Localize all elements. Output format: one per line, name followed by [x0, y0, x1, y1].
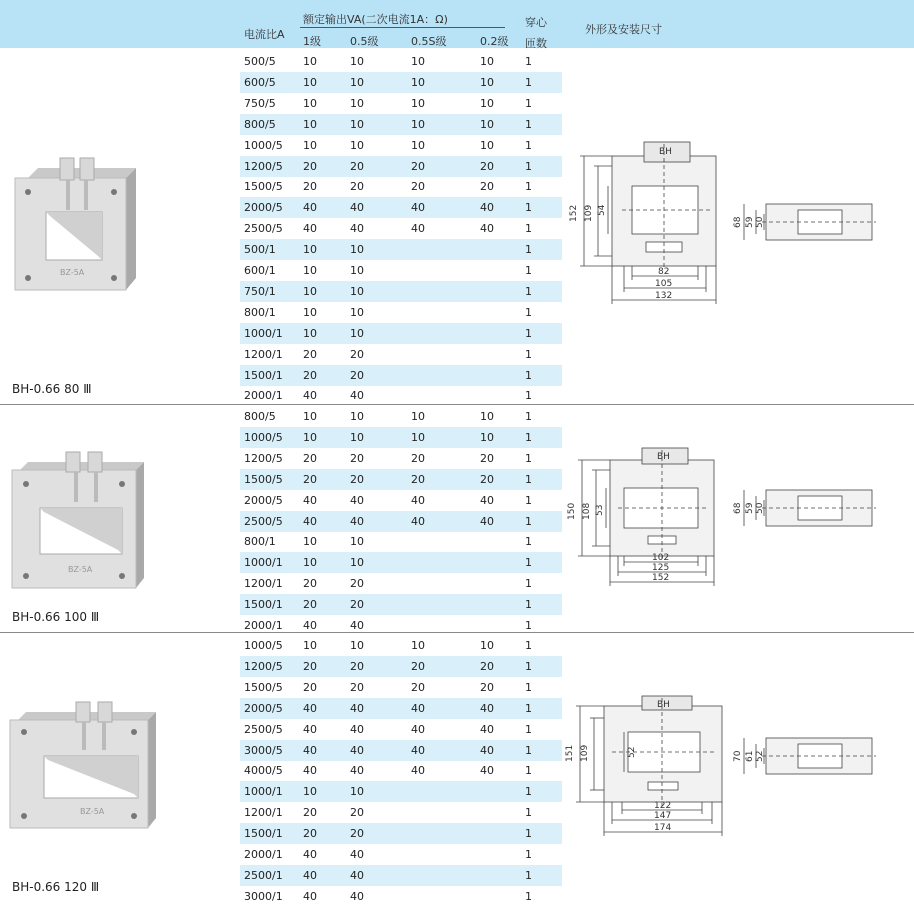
turns-cell: 1 — [525, 347, 532, 361]
class-1-cell: 10 — [303, 639, 317, 652]
ratio-cell: 500/1 — [244, 243, 276, 257]
class-02-header: 0.2级 — [480, 35, 509, 48]
row-stripe — [240, 865, 562, 886]
ratio-cell: 750/5 — [244, 96, 276, 110]
dim-front-height: 150 — [567, 502, 577, 520]
class-05-cell: 40 — [350, 201, 364, 215]
turns-header-line2: 匝数 — [525, 37, 547, 50]
row-stripe — [240, 323, 562, 344]
section-divider — [0, 404, 914, 405]
class-1-header: 1级 — [303, 35, 321, 48]
ratio-cell: 1200/1 — [244, 806, 283, 820]
dimension-drawing-bh100 — [560, 440, 890, 590]
ratio-cell: 1500/1 — [244, 368, 283, 382]
class-05s-cell: 10 — [411, 138, 425, 152]
class-1-cell: 20 — [303, 472, 317, 486]
class-1-cell: 10 — [303, 243, 317, 257]
dim-side-height: 50 — [755, 216, 765, 228]
turns-cell: 1 — [525, 222, 532, 236]
turns-cell: 1 — [525, 117, 532, 131]
class-1-cell: 20 — [303, 347, 317, 361]
turns-cell: 1 — [525, 577, 532, 591]
class-05s-cell: 10 — [411, 75, 425, 89]
class-05s-cell: 20 — [411, 451, 425, 465]
rated-output-underline — [300, 27, 505, 28]
ratio-cell: 1200/1 — [244, 347, 283, 361]
class-05s-cell: 10 — [411, 639, 425, 652]
class-05-cell: 10 — [350, 535, 364, 549]
dim-side-height: 50 — [755, 502, 765, 514]
class-02-cell: 20 — [480, 472, 494, 486]
turns-cell: 1 — [525, 389, 532, 403]
class-05-cell: 40 — [350, 493, 364, 507]
turns-cell: 1 — [525, 889, 532, 903]
class-05-cell: 40 — [350, 889, 364, 903]
ratio-cell: 1200/5 — [244, 159, 283, 173]
turns-cell: 1 — [525, 868, 532, 882]
dimension-drawing-bh120 — [560, 690, 890, 840]
row-stripe — [240, 156, 562, 177]
class-1-cell: 10 — [303, 75, 317, 89]
dim-window-width: 82 — [658, 267, 670, 277]
ratio-cell: 3000/5 — [244, 743, 283, 757]
model-name: BH-0.66 120 Ⅲ — [12, 880, 100, 894]
turns-cell: 1 — [525, 848, 532, 861]
turns-cell: 1 — [525, 827, 532, 841]
turns-cell: 1 — [525, 201, 532, 215]
class-05-cell: 10 — [350, 284, 364, 298]
dim-side-height: 59 — [745, 502, 755, 514]
ratio-cell: 2000/5 — [244, 701, 283, 715]
class-02-cell: 20 — [480, 659, 494, 673]
ratio-cell: 2000/1 — [244, 619, 283, 632]
ratio-cell: 2500/5 — [244, 514, 283, 528]
ratio-cell: 800/5 — [244, 410, 276, 423]
class-05s-cell: 20 — [411, 472, 425, 486]
ratio-cell: 600/1 — [244, 264, 276, 277]
turns-cell: 1 — [525, 55, 532, 68]
turns-cell: 1 — [525, 535, 532, 549]
turns-cell: 1 — [525, 701, 532, 715]
class-1-cell: 20 — [303, 598, 317, 612]
turns-cell: 1 — [525, 75, 532, 89]
model-name: BH-0.66 100 Ⅲ — [12, 610, 100, 624]
class-05-cell: 40 — [350, 868, 364, 882]
class-1-cell: 10 — [303, 138, 317, 152]
class-05-cell: 40 — [350, 764, 364, 778]
turns-cell: 1 — [525, 180, 532, 194]
turns-cell: 1 — [525, 556, 532, 570]
drawing-label: BH — [657, 700, 670, 710]
class-05-cell: 10 — [350, 264, 364, 277]
dim-mount-width: 125 — [652, 563, 670, 573]
model-name: BH-0.66 80 Ⅲ — [12, 382, 92, 396]
class-1-cell: 10 — [303, 117, 317, 131]
class-02-cell: 40 — [480, 743, 494, 757]
class-1-cell: 20 — [303, 368, 317, 382]
class-05-cell: 10 — [350, 326, 364, 340]
class-1-cell: 20 — [303, 806, 317, 820]
class-05s-cell: 20 — [411, 659, 425, 673]
turns-cell: 1 — [525, 159, 532, 173]
class-05-cell: 20 — [350, 598, 364, 612]
row-stripe — [240, 239, 562, 260]
class-1-cell: 40 — [303, 493, 317, 507]
ratio-cell: 1000/5 — [244, 639, 283, 652]
class-05s-cell: 10 — [411, 55, 425, 68]
class-05s-cell: 20 — [411, 680, 425, 694]
class-02-cell: 40 — [480, 493, 494, 507]
class-1-cell: 10 — [303, 305, 317, 319]
class-1-cell: 40 — [303, 722, 317, 736]
class-05-cell: 10 — [350, 96, 364, 110]
dim-side-height: 61 — [745, 750, 755, 762]
class-05-cell: 20 — [350, 451, 364, 465]
ratio-cell: 800/1 — [244, 305, 276, 319]
photo-label-text: BZ-5A — [80, 807, 105, 816]
class-02-cell: 10 — [480, 96, 494, 110]
rated-output-header: 额定输出VA(二次电流1A：Ω) — [303, 13, 448, 26]
dimensions-header: 外形及安装尺寸 — [585, 23, 662, 36]
ratio-cell: 1000/1 — [244, 785, 283, 799]
class-05-cell: 40 — [350, 701, 364, 715]
class-02-cell: 20 — [480, 180, 494, 194]
ratio-cell: 2500/5 — [244, 222, 283, 236]
class-05-cell: 10 — [350, 785, 364, 799]
ratio-cell: 2000/1 — [244, 848, 283, 861]
class-05-cell: 40 — [350, 222, 364, 236]
class-05s-cell: 20 — [411, 180, 425, 194]
class-1-cell: 20 — [303, 577, 317, 591]
class-1-cell: 40 — [303, 222, 317, 236]
class-1-cell: 10 — [303, 96, 317, 110]
turns-cell: 1 — [525, 138, 532, 152]
dimension-drawing-bh80 — [560, 130, 890, 310]
turns-cell: 1 — [525, 493, 532, 507]
class-05s-cell: 20 — [411, 159, 425, 173]
class-1-cell: 10 — [303, 55, 317, 68]
class-05-cell: 10 — [350, 138, 364, 152]
class-02-cell: 40 — [480, 764, 494, 778]
drawing-label: BH — [659, 147, 672, 157]
class-1-cell: 40 — [303, 889, 317, 903]
class-02-cell: 20 — [480, 451, 494, 465]
class-05-cell: 10 — [350, 75, 364, 89]
row-stripe — [240, 114, 562, 135]
class-1-cell: 40 — [303, 868, 317, 882]
class-05-cell: 20 — [350, 806, 364, 820]
turns-cell: 1 — [525, 284, 532, 298]
turns-cell: 1 — [525, 264, 532, 277]
ratio-cell: 1000/5 — [244, 430, 283, 444]
turns-cell: 1 — [525, 243, 532, 257]
ratio-cell: 2000/1 — [244, 389, 283, 403]
class-05-cell: 20 — [350, 368, 364, 382]
class-1-cell: 10 — [303, 785, 317, 799]
dim-window-width: 122 — [654, 801, 672, 811]
ratio-cell: 2500/1 — [244, 868, 283, 882]
class-05-cell: 40 — [350, 743, 364, 757]
class-05s-cell: 10 — [411, 430, 425, 444]
class-1-cell: 40 — [303, 848, 317, 861]
row-stripe — [240, 72, 562, 93]
turns-cell: 1 — [525, 722, 532, 736]
turns-cell: 1 — [525, 472, 532, 486]
class-1-cell: 20 — [303, 827, 317, 841]
dim-window-height: 53 — [595, 504, 605, 516]
class-1-cell: 20 — [303, 180, 317, 194]
class-05-cell: 10 — [350, 117, 364, 131]
turns-cell: 1 — [525, 305, 532, 319]
turns-cell: 1 — [525, 764, 532, 778]
photo-label-text: BZ-5A — [68, 565, 93, 574]
dim-outer-width: 132 — [655, 291, 673, 301]
ratio-cell: 1500/5 — [244, 680, 283, 694]
class-05-cell: 40 — [350, 514, 364, 528]
class-1-cell: 20 — [303, 451, 317, 465]
row-stripe — [240, 365, 562, 386]
class-1-cell: 10 — [303, 410, 317, 423]
class-05-cell: 10 — [350, 305, 364, 319]
class-05s-cell: 40 — [411, 201, 425, 215]
class-05-cell: 20 — [350, 827, 364, 841]
dim-outer-width: 174 — [654, 823, 672, 833]
turns-cell: 1 — [525, 410, 532, 423]
turns-cell: 1 — [525, 619, 532, 632]
class-05s-cell: 40 — [411, 493, 425, 507]
dim-side-height: 68 — [733, 502, 743, 514]
class-1-cell: 10 — [303, 556, 317, 570]
dim-side-height: 59 — [745, 216, 755, 228]
class-1-cell: 10 — [303, 535, 317, 549]
row-stripe — [240, 552, 562, 573]
class-1-cell: 40 — [303, 764, 317, 778]
row-stripe — [240, 469, 562, 490]
section-divider — [0, 632, 914, 633]
class-05-cell: 20 — [350, 577, 364, 591]
ratio-cell: 1000/1 — [244, 556, 283, 570]
dim-front-height: 152 — [569, 204, 579, 222]
class-02-cell: 10 — [480, 138, 494, 152]
ratio-cell: 4000/5 — [244, 764, 283, 778]
class-05s-cell: 40 — [411, 701, 425, 715]
turns-cell: 1 — [525, 743, 532, 757]
turns-cell: 1 — [525, 430, 532, 444]
class-1-cell: 10 — [303, 326, 317, 340]
dim-mount-width: 105 — [655, 279, 673, 289]
product-photo-bh120 — [8, 700, 158, 835]
class-05-cell: 10 — [350, 556, 364, 570]
dim-side-height: 70 — [733, 750, 743, 762]
class-05s-cell: 10 — [411, 117, 425, 131]
ratio-cell: 3000/1 — [244, 889, 283, 903]
class-05-cell: 10 — [350, 410, 364, 423]
turns-cell: 1 — [525, 785, 532, 799]
class-05s-cell: 40 — [411, 722, 425, 736]
row-stripe — [240, 281, 562, 302]
class-05-header: 0.5级 — [350, 35, 379, 48]
row-stripe — [240, 781, 562, 802]
turns-cell: 1 — [525, 451, 532, 465]
row-stripe — [240, 197, 562, 218]
ratio-cell: 1500/5 — [244, 180, 283, 194]
class-05s-cell: 10 — [411, 410, 425, 423]
class-1-cell: 20 — [303, 159, 317, 173]
product-photo-bh100 — [8, 448, 148, 593]
class-02-cell: 10 — [480, 75, 494, 89]
dim-window-width: 102 — [652, 553, 670, 563]
class-02-cell: 10 — [480, 117, 494, 131]
turns-cell: 1 — [525, 680, 532, 694]
class-02-cell: 40 — [480, 201, 494, 215]
ratio-cell: 1200/1 — [244, 577, 283, 591]
turns-cell: 1 — [525, 96, 532, 110]
ratio-cell: 500/5 — [244, 55, 276, 68]
ratio-cell: 800/5 — [244, 117, 276, 131]
class-05s-cell: 40 — [411, 514, 425, 528]
turns-cell: 1 — [525, 514, 532, 528]
turns-cell: 1 — [525, 639, 532, 652]
row-stripe — [240, 656, 562, 677]
turns-cell: 1 — [525, 659, 532, 673]
turns-cell: 1 — [525, 598, 532, 612]
class-05-cell: 20 — [350, 472, 364, 486]
ratio-cell: 800/1 — [244, 535, 276, 549]
class-05-cell: 40 — [350, 848, 364, 861]
class-02-cell: 40 — [480, 722, 494, 736]
ratio-header: 电流比A — [244, 28, 285, 41]
photo-label-text: BZ-5A — [60, 268, 85, 277]
ratio-cell: 1200/5 — [244, 451, 283, 465]
dim-inner-height: 108 — [582, 502, 592, 520]
dim-inner-height: 109 — [580, 744, 590, 762]
dim-window-height: 52 — [627, 746, 637, 758]
class-02-cell: 10 — [480, 55, 494, 68]
row-stripe — [240, 511, 562, 532]
class-1-cell: 40 — [303, 514, 317, 528]
class-05-cell: 20 — [350, 180, 364, 194]
class-05-cell: 40 — [350, 389, 364, 403]
ratio-cell: 2000/5 — [244, 201, 283, 215]
dim-side-height: 68 — [733, 216, 743, 228]
class-1-cell: 40 — [303, 201, 317, 215]
class-02-cell: 10 — [480, 410, 494, 423]
class-02-cell: 20 — [480, 159, 494, 173]
class-05-cell: 10 — [350, 430, 364, 444]
ratio-cell: 750/1 — [244, 284, 276, 298]
table-header — [0, 0, 914, 48]
class-05s-cell: 40 — [411, 222, 425, 236]
dim-front-height: 151 — [565, 744, 575, 762]
class-02-cell: 20 — [480, 680, 494, 694]
row-stripe — [240, 823, 562, 844]
class-02-cell: 10 — [480, 430, 494, 444]
row-stripe — [240, 427, 562, 448]
turns-cell: 1 — [525, 806, 532, 820]
ratio-cell: 1500/1 — [244, 827, 283, 841]
dim-window-height: 54 — [597, 204, 607, 216]
class-05s-header: 0.5S级 — [411, 35, 447, 48]
class-1-cell: 10 — [303, 264, 317, 277]
turns-header-line1: 穿心 — [525, 16, 547, 29]
dim-side-height: 52 — [755, 750, 765, 762]
row-stripe — [240, 594, 562, 615]
ratio-cell: 2500/5 — [244, 722, 283, 736]
class-1-cell: 40 — [303, 743, 317, 757]
row-stripe — [240, 740, 562, 761]
turns-cell: 1 — [525, 326, 532, 340]
class-1-cell: 20 — [303, 659, 317, 673]
dim-inner-height: 109 — [584, 204, 594, 222]
class-05s-cell: 40 — [411, 764, 425, 778]
ratio-cell: 1500/1 — [244, 598, 283, 612]
class-1-cell: 20 — [303, 680, 317, 694]
class-1-cell: 10 — [303, 284, 317, 298]
class-05-cell: 10 — [350, 55, 364, 68]
dim-outer-width: 152 — [652, 573, 670, 583]
product-photo-bh80 — [8, 150, 138, 300]
ratio-cell: 1500/5 — [244, 472, 283, 486]
class-05-cell: 40 — [350, 619, 364, 632]
class-05-cell: 40 — [350, 722, 364, 736]
row-stripe — [240, 698, 562, 719]
class-05-cell: 20 — [350, 347, 364, 361]
class-05-cell: 10 — [350, 243, 364, 257]
turns-cell: 1 — [525, 368, 532, 382]
ratio-cell: 600/5 — [244, 75, 276, 89]
ratio-cell: 1200/5 — [244, 659, 283, 673]
class-1-cell: 40 — [303, 389, 317, 403]
ratio-cell: 1000/5 — [244, 138, 283, 152]
class-05-cell: 10 — [350, 639, 364, 652]
class-05s-cell: 40 — [411, 743, 425, 757]
class-02-cell: 40 — [480, 701, 494, 715]
class-05-cell: 20 — [350, 659, 364, 673]
class-1-cell: 40 — [303, 701, 317, 715]
ratio-cell: 1000/1 — [244, 326, 283, 340]
class-02-cell: 40 — [480, 514, 494, 528]
class-1-cell: 40 — [303, 619, 317, 632]
class-05-cell: 20 — [350, 159, 364, 173]
class-05-cell: 20 — [350, 680, 364, 694]
class-02-cell: 40 — [480, 222, 494, 236]
ratio-cell: 2000/5 — [244, 493, 283, 507]
dim-mount-width: 147 — [654, 811, 672, 821]
class-1-cell: 10 — [303, 430, 317, 444]
class-05s-cell: 10 — [411, 96, 425, 110]
drawing-label: BH — [657, 452, 670, 462]
class-02-cell: 10 — [480, 639, 494, 652]
